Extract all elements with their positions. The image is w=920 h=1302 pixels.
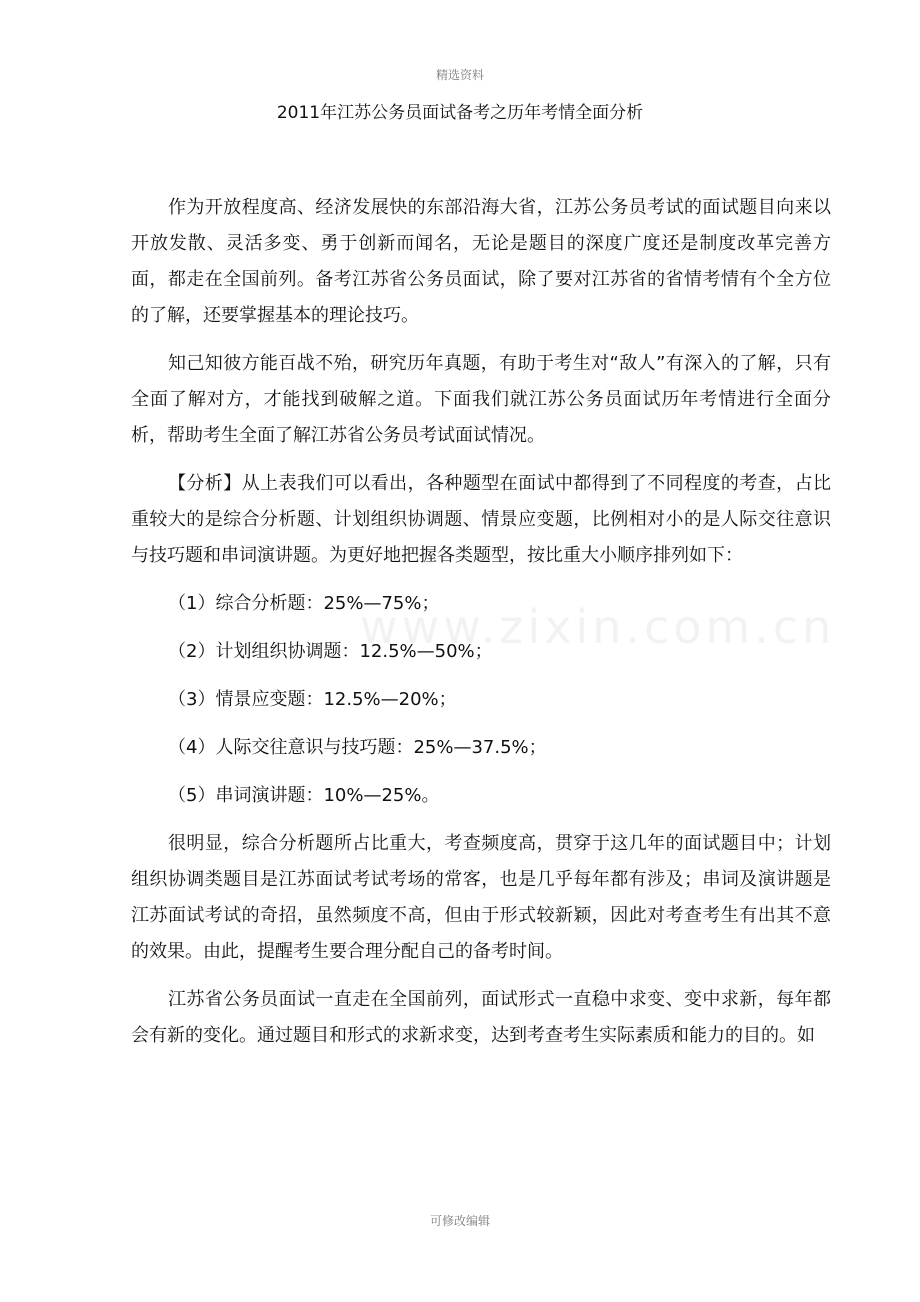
header-note: 精选资料 bbox=[435, 68, 484, 82]
paragraph-conclusion: 很明显，综合分析题所占比重大，考查频度高，贯穿于这几年的面试题目中；计划组织协调类题目是江苏面试考试考场的常客，也是几乎每年都有涉及；串词及演讲题是江苏面试考试的奇招，虽然频度不高，但由于形式较新颖，因此对考查考生有出其不意的效果。由此，提醒考生要合理分配自己的备考时间。 bbox=[131, 833, 831, 962]
paragraph-know-enemy: 知己知彼方能百战不殆，研究历年真题，有助于考生对“敌人”有深入的了解，只有全面了解对方，才能找到破解之道。下面我们就江苏公务员面试历年考情进行全面分析，帮助考生全面了解江苏省公务员考试面试情况。 bbox=[131, 353, 831, 446]
paragraph-innovation: 江苏省公务员面试一直走在全国前列，面试形式一直稳中求变、变中求新，每年都会有新的变化。通过题目和形式的求新求变，达到考查考生实际素质和能力的目的。如 bbox=[131, 989, 831, 1046]
paragraph-analysis: 【分析】从上表我们可以看出，各种题型在面试中都得到了不同程度的考查，占比重较大的是综合分析题、计划组织协调题、情景应变题，比例相对小的是人际交往意识与技巧题和串词演讲题。为更好地把握各类题型，按比重大小顺序排列如下： bbox=[131, 473, 831, 566]
list-item: （2）计划组织协调题：12.5%—50%； bbox=[168, 641, 493, 662]
footer-note: 可修改编辑 bbox=[429, 1214, 490, 1228]
list-item: （1）综合分析题：25%—75%； bbox=[168, 593, 440, 614]
paragraph-intro: 作为开放程度高、经济发展快的东部沿海大省，江苏公务员考试的面试题目向来以开放发散、灵活多变、勇于创新而闻名，无论是题目的深度广度还是制度改革完善方面，都走在全国前列。备考江苏省公务员面试，除了要对江苏省的省情考情有个全方位的了解，还要掌握基本的理论技巧。 bbox=[131, 197, 831, 326]
list-item: （3）情景应变题：12.5%—20%； bbox=[168, 689, 457, 710]
document-title: 2011年江苏公务员面试备考之历年考情全面分析 bbox=[276, 103, 644, 123]
watermark: www.zixin.com.cn bbox=[360, 600, 836, 654]
list-item: （4）人际交往意识与技巧题：25%—37.5%； bbox=[168, 737, 547, 758]
document-body bbox=[131, 190, 831, 1066]
list-item: （5）串词演讲题：10%—25%。 bbox=[168, 785, 440, 806]
